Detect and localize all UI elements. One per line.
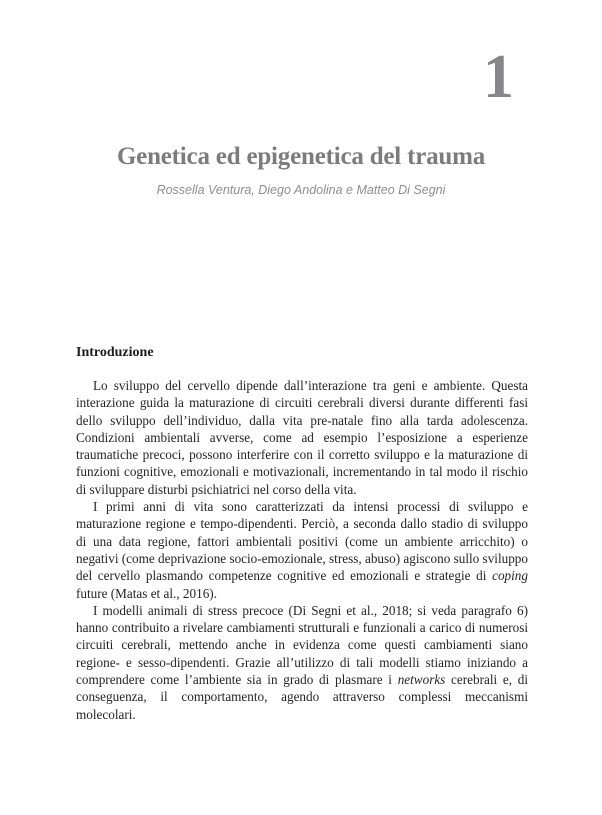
- italic-term: coping: [492, 568, 528, 584]
- body-paragraph: [76, 377, 528, 498]
- text-segment: I modelli animali di stress precoce (Di Segni et al., 2018; si veda paragrafo 6) hanno contribuito a rivelare cambiamenti strutturali e funzionali a carico di numerosi circuiti cerebrali, mettendo anche in evidenza come questi cambiamenti siano regione- e sesso-dipendenti. Grazie all’utilizzo di tali modelli stiamo iniziando a comprendere come l’ambiente sia in grado di plasmare i: [76, 602, 528, 688]
- body-paragraph: [76, 602, 528, 723]
- text-segment: Lo sviluppo del cervello dipende dall’interazione tra geni e ambiente. Questa interazione guida la maturazione di circuiti cerebrali diversi durante differenti fasi dello sviluppo dell’individuo, dalla vita pre-natale fino alla tarda adolescenza. Condizioni ambientali avverse, come ad esempio l’esposizione a esperienze traumatiche precoci, possono interferire con il corretto sviluppo e la maturazione di funzioni cognitive, emozionali e motivazionali, incrementando in tal modo il rischio di sviluppare disturbi psichiatrici nel corso della vita.: [76, 378, 528, 497]
- text-segment: future (Matas et al., 2016).: [76, 585, 217, 601]
- text-segment: cerebrali e, di conseguenza, il comportamento, agendo attraverso complessi meccanismi molecolari.: [76, 672, 528, 722]
- chapter-authors: Rossella Ventura, Diego Andolina e Matteo Di Segni: [156, 183, 446, 197]
- chapter-title: Genetica ed epigenetica del trauma: [116, 143, 486, 170]
- italic-term: networks: [397, 672, 446, 688]
- body-paragraph: [76, 498, 528, 602]
- body-text: [76, 377, 528, 723]
- text-segment: I primi anni di vita sono caratterizzati da intensi processi di sviluppo e maturazione regione e tempo-dipendenti. Perciò, a seconda dallo stadio di sviluppo di una data regione, fattori ambientali positivi (come un ambiente arricchito) o negativi (come deprivazione socio-emozionale, stress, abuso) agiscono sullo sviluppo del cervello plasmando competenze cognitive ed emozionali e strategie di: [76, 499, 528, 584]
- section-heading: Introduzione: [76, 345, 154, 360]
- chapter-number: 1: [483, 43, 514, 111]
